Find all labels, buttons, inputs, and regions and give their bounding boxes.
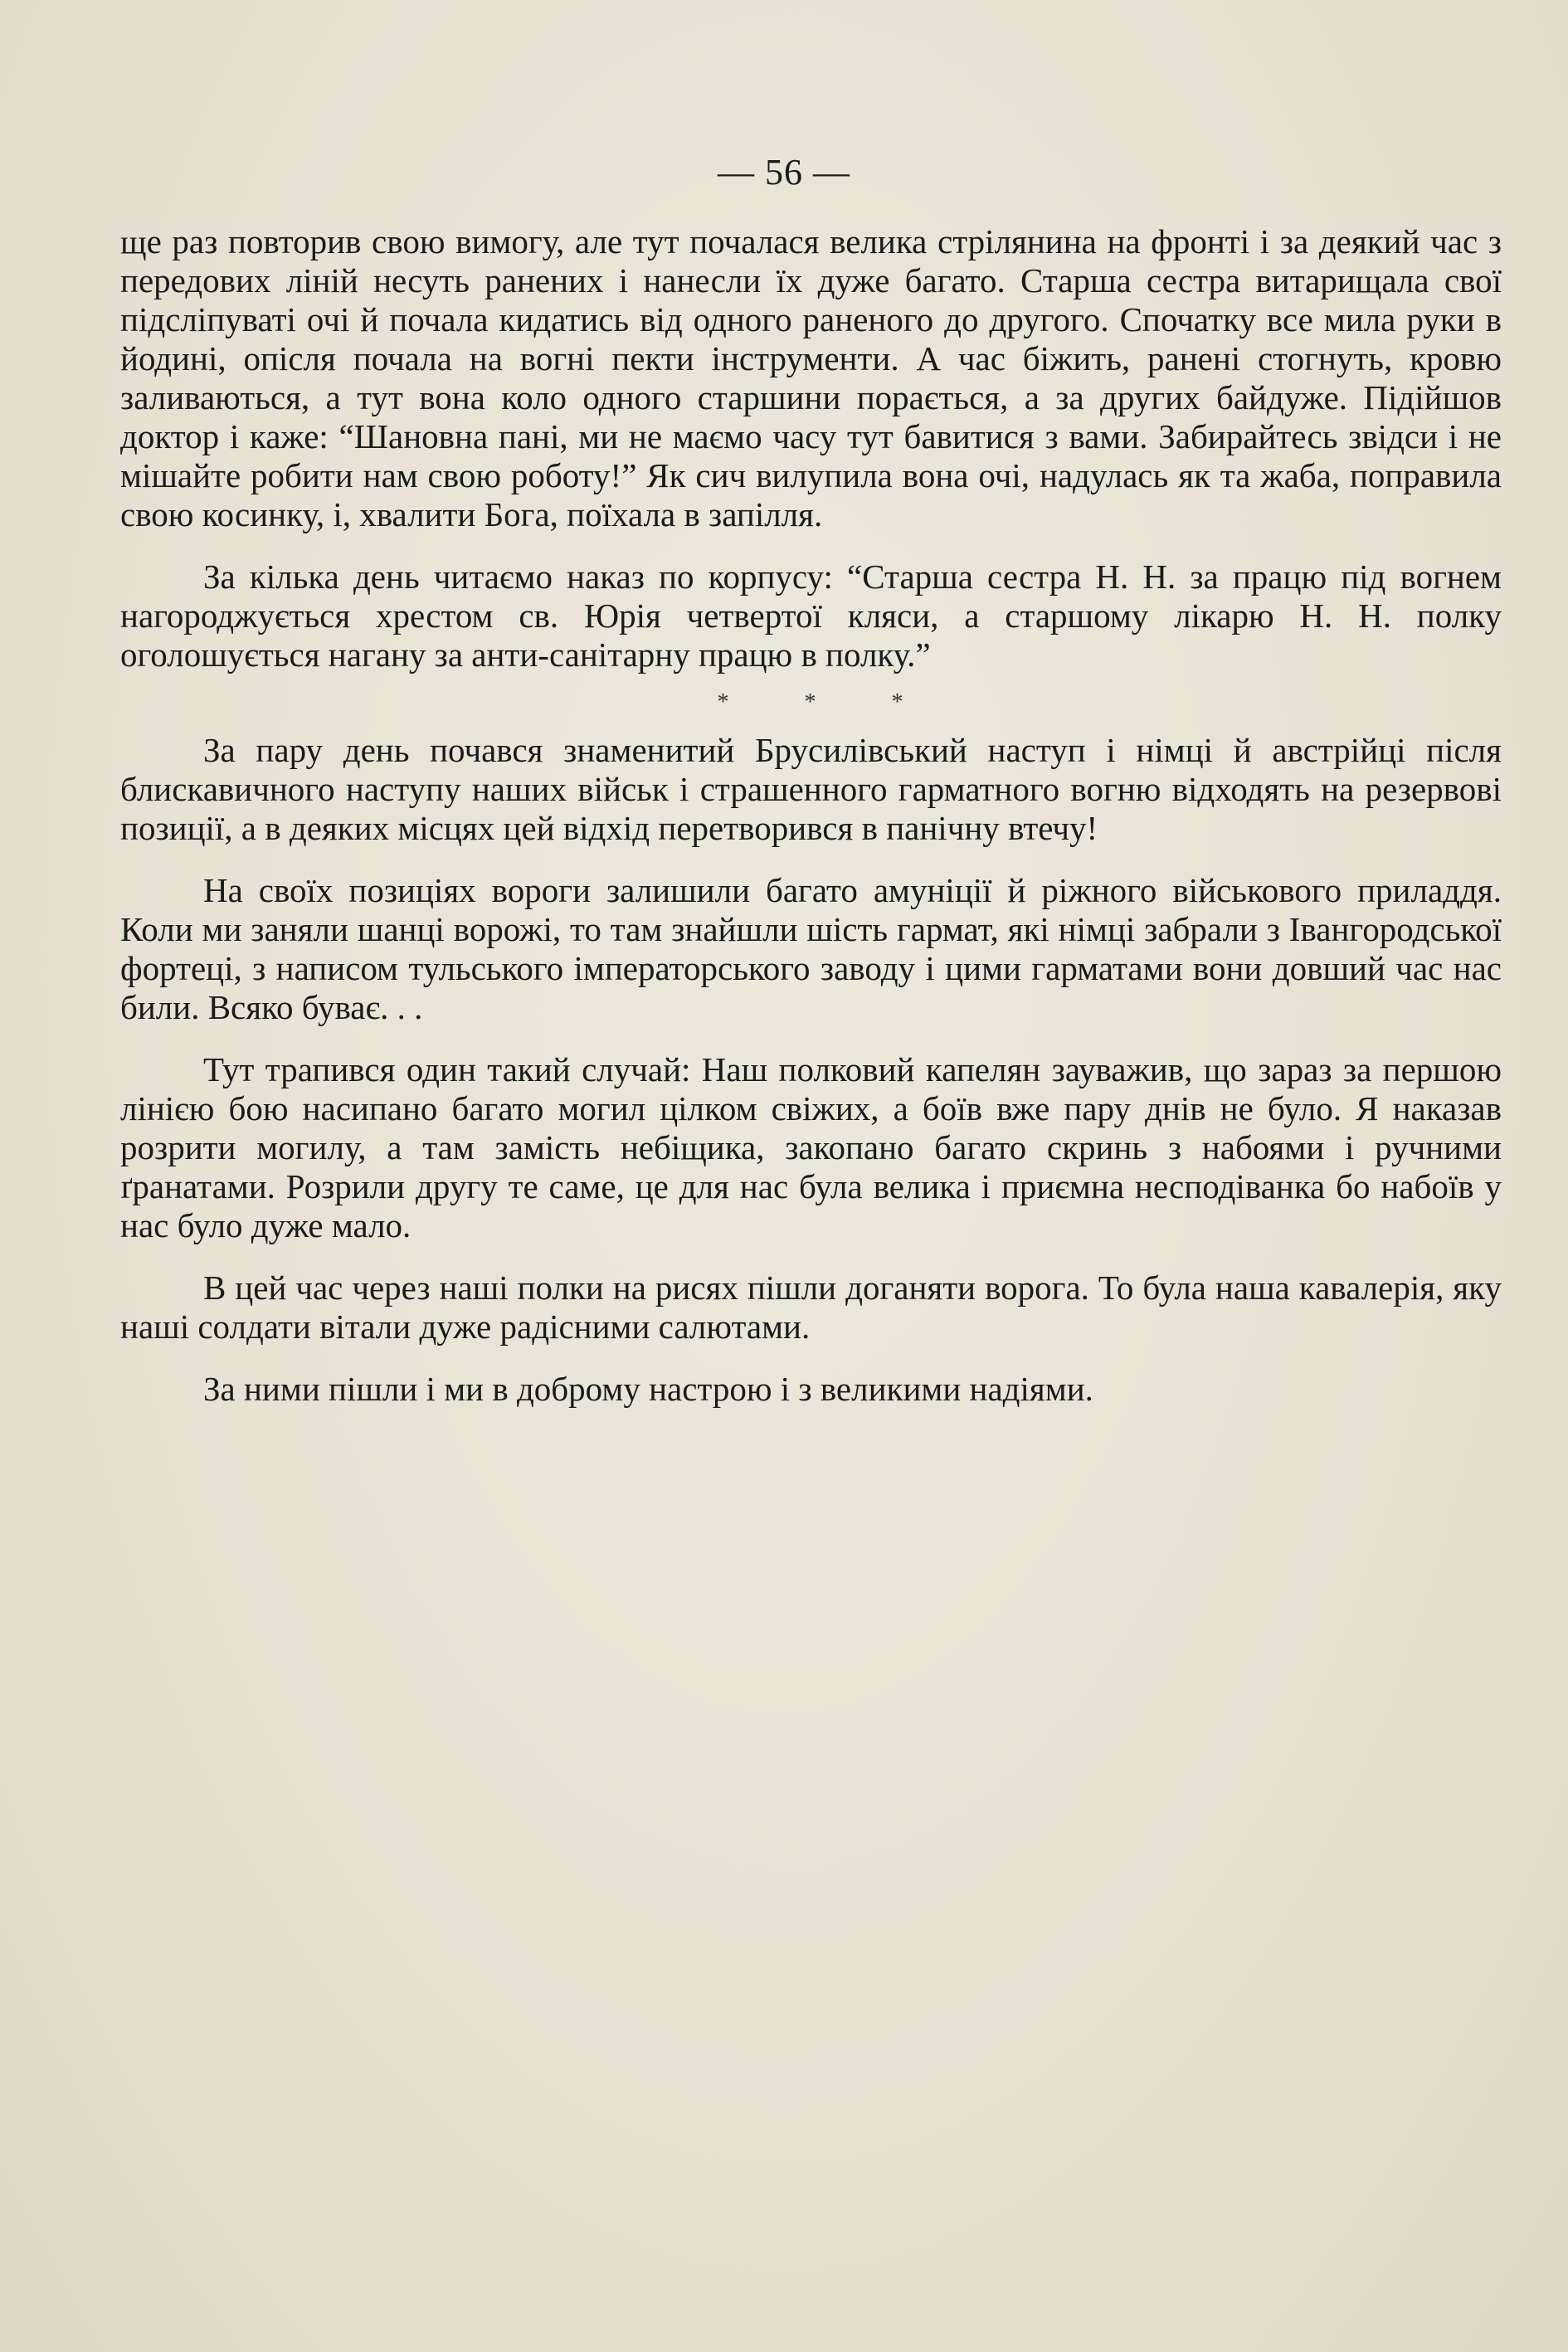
section-break: * * * — [717, 689, 938, 715]
paragraph-4: На своїх позиціях вороги залишили багато амуніції й ріжного військового приладдя. Коли ми заняли шанці ворожі, то там знайшли шість гармат, які німці забрали з Івангородської фортеці, з написом тульського імператорського заводу і цими гарматами вони довший час нас били. Всяко буває. . . — [120, 871, 1502, 1026]
paragraph-6: В цей час через наші полки на рисях пішли доганяти ворога. То була наша кавалерія, яку наші солдати вітали дуже радісними салютами. — [120, 1269, 1502, 1346]
paragraph-7: За ними пішли і ми в доброму настрою і з великими надіями. — [203, 1370, 1093, 1408]
paragraph-5: Тут трапився один такий случай: Наш полковий капелян зауважив, що зараз за першою лінією бою насипано багато могил цілком свіжих, а боїв вже пару днів не було. Я наказав розрити могилу, а там замість небіщика, закопано багато скринь з набоями і ручними ґранатами. Розрили другу те саме, це для нас була велика і приємна несподіванка бо набоїв у нас було дуже мало. — [120, 1050, 1502, 1244]
body-text — [120, 222, 1502, 1409]
paragraph-2: За кілька день читаємо наказ по корпусу: “Старша сестра Н. Н. за працю під вогнем нагороджується хрестом св. Юрія четвертої кляси, а старшому лікарю Н. Н. полку оголошується нагану за анти-санітарну працю в полку.” — [120, 558, 1502, 674]
page-number: — 56 — — [718, 152, 850, 192]
paragraph-1: ще раз повторив свою вимогу, але тут почалася велика стрілянина на фронті і за деякий час з передових ліній несуть ранених і нанесли їх дуже багато. Старша сестра витарищала свої підсліпуваті очі й почала кидатись від одного раненого до другого. Спочатку все мила руки в йодині, опісля почала на вогні пекти інструменти. А час біжить, ранені стогнуть, кровю заливаються, а тут вона коло одного старшини порається, а за других байдуже. Підійшов доктор і каже: “Шановна пані, ми не маємо часу тут бавитися з вами. Забирайтесь звідси і не мішайте робити нам свою роботу!” Як сич вилупила вона очі, надулась як та жаба, поправила свою косинку, і, хвалити Бога, поїхала в запілля. — [120, 222, 1502, 533]
paragraph-3: За пару день почався знаменитий Брусилівський наступ і німці й австрійці після блискавичного наступу наших військ і страшенного гарматного вогню відходять на резервові позиції, а в деяких місцях цей відхід перетворився в панічну втечу! — [120, 731, 1502, 847]
